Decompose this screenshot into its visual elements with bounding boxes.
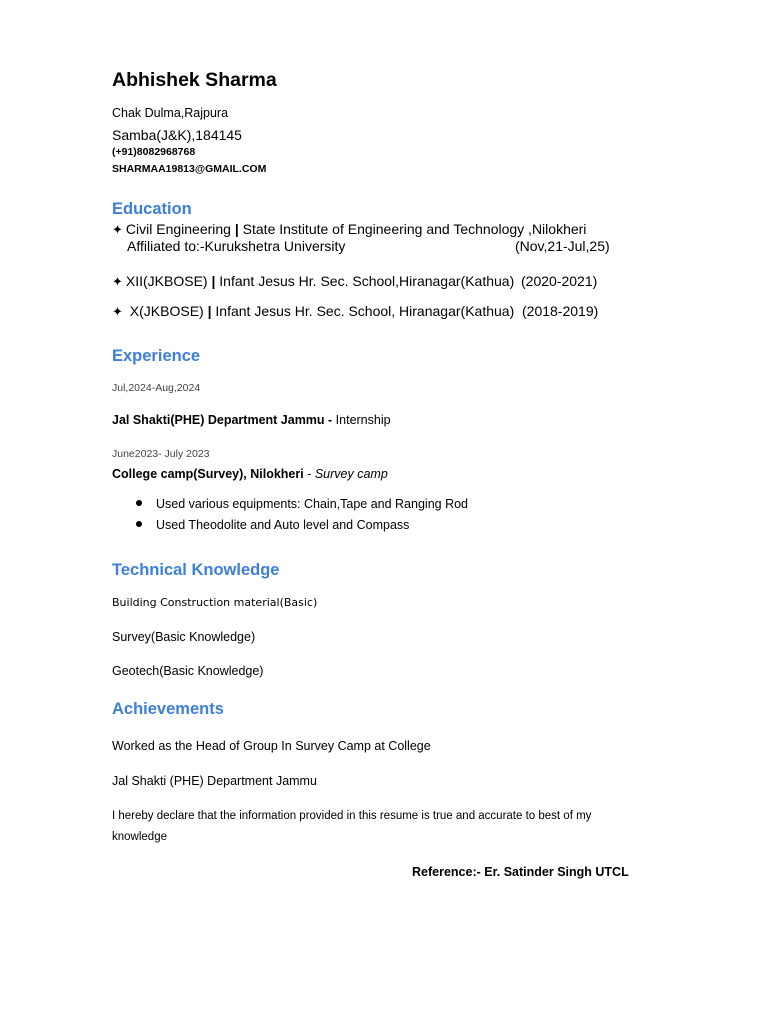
education-item-xii: ✦ XII(JKBOSE) | Infant Jesus Hr. Sec. School,Hiranagar(Kathua): [112, 273, 515, 289]
address-line-2: Samba(J&K),184145: [112, 127, 242, 143]
education-heading: Education: [112, 200, 192, 218]
education-period-x: (2018-2019): [522, 303, 599, 319]
email-address: SHARMAA19813@GMAIL.COM: [112, 163, 267, 175]
technical-heading: Technical Knowledge: [112, 561, 280, 579]
education-item-x: ✦ X(JKBOSE) | Infant Jesus Hr. Sec. School, Hiranagar(Kathua): [112, 303, 515, 319]
experience-item-1: Jal Shakti(PHE) Department Jammu - Internship: [112, 413, 391, 427]
candidate-name: Abhishek Sharma: [112, 69, 277, 91]
education-affiliation: Affiliated to:-Kurukshetra University: [127, 238, 346, 254]
bullet-icon: [136, 521, 142, 527]
four-pointed-star-icon: ✦: [112, 304, 123, 319]
education-period-civil: (Nov,21-Jul,25): [515, 238, 610, 254]
declaration-line-2: knowledge: [112, 831, 167, 843]
education-period-xii: (2020-2021): [521, 273, 598, 289]
four-pointed-star-icon: ✦: [112, 222, 123, 237]
list-item: Used various equipments: Chain,Tape and Ranging Rod: [136, 497, 468, 511]
experience-heading: Experience: [112, 347, 201, 365]
four-pointed-star-icon: ✦: [112, 274, 123, 289]
education-item-civil: ✦ Civil Engineering | State Institute of Engineering and Technology ,Nilokheri: [112, 221, 587, 237]
achievements-heading: Achievements: [112, 700, 224, 718]
bullet-icon: [136, 500, 142, 506]
experience-date-2: June2023- July 2023: [112, 448, 210, 460]
achievement-item-1: Worked as the Head of Group In Survey Camp at College: [112, 739, 431, 753]
declaration-line-1: I hereby declare that the information provided in this resume is true and accurate to best of my: [112, 810, 592, 822]
technical-item-2: Survey(Basic Knowledge): [112, 630, 256, 644]
technical-item-1: Building Construction material(Basic): [112, 596, 318, 609]
address-line-1: Chak Dulma,Rajpura: [112, 106, 229, 120]
experience-date-1: Jul,2024-Aug,2024: [112, 382, 201, 394]
list-item: Used Theodolite and Auto level and Compass: [136, 518, 409, 532]
achievement-item-2: Jal Shakti (PHE) Department Jammu: [112, 774, 317, 788]
technical-item-3: Geotech(Basic Knowledge): [112, 664, 264, 678]
phone-number: (+91)8082968768: [112, 146, 196, 158]
experience-item-2: College camp(Survey), Nilokheri - Survey camp: [112, 467, 388, 481]
reference: Reference:- Er. Satinder Singh UTCL: [412, 865, 629, 879]
